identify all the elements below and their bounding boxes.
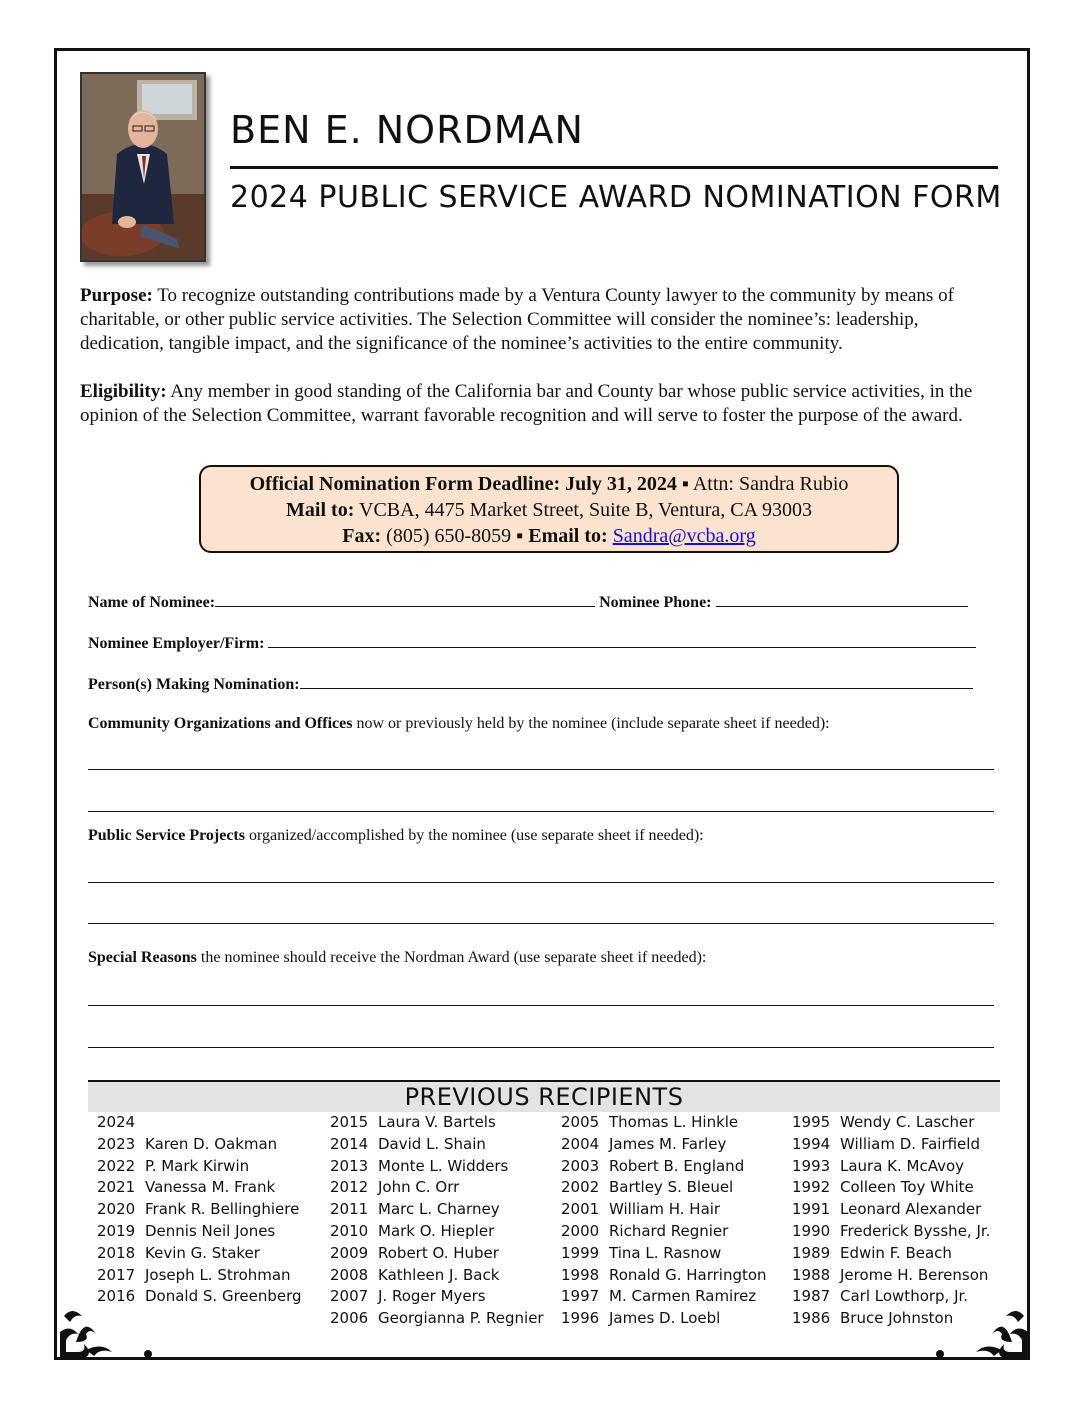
recipient-year: 2007 <box>330 1287 369 1306</box>
projects-line-2[interactable] <box>88 923 994 924</box>
projects-label: Public Service Projects <box>88 827 245 844</box>
mail-label: Mail to: <box>286 499 355 521</box>
bullet-separator-2: ▪ <box>516 525 529 547</box>
recipient-year: 1999 <box>561 1243 600 1262</box>
recipient-name: Bartley S. Bleuel <box>609 1178 734 1197</box>
projects-text: organized/accomplished by the nominee (use separate sheet if needed): <box>244 827 704 844</box>
recipient-name: Robert B. England <box>609 1156 745 1175</box>
community-prompt <box>88 715 830 733</box>
recipient-name: Jerome H. Berenson <box>840 1265 989 1284</box>
recipient-year: 1997 <box>561 1287 600 1306</box>
recipient-name: Frank R. Bellinghiere <box>145 1200 300 1219</box>
recipient-name: Kevin G. Staker <box>145 1243 260 1262</box>
recipient-year: 1994 <box>792 1134 831 1153</box>
recipient-year: 1993 <box>792 1156 831 1175</box>
recipient-row <box>330 1199 544 1221</box>
email-link[interactable]: Sandra@vcba.org <box>612 525 756 547</box>
recipient-name: Leonard Alexander <box>840 1200 982 1219</box>
reasons-line-2[interactable] <box>88 1047 994 1048</box>
recipients-column-2 <box>330 1112 544 1330</box>
purpose-label: Purpose: <box>80 285 153 306</box>
projects-prompt <box>88 827 704 845</box>
recipient-row <box>330 1286 544 1308</box>
recipient-name: Frederick Bysshe, Jr. <box>840 1221 991 1240</box>
recipient-name: M. Carmen Ramirez <box>609 1287 757 1306</box>
recipient-row <box>561 1221 767 1243</box>
recipients-column-3 <box>561 1112 767 1330</box>
attn-text: Attn: Sandra Rubio <box>692 473 849 495</box>
recipient-name: P. Mark Kirwin <box>145 1156 250 1175</box>
recipient-name: J. Roger Myers <box>378 1287 486 1306</box>
eligibility-paragraph <box>80 380 1004 428</box>
reasons-line-1[interactable] <box>88 1005 994 1006</box>
recipient-year: 2008 <box>330 1265 369 1284</box>
title-rule <box>230 166 998 169</box>
recipient-row <box>97 1177 302 1199</box>
recipient-row <box>792 1199 990 1221</box>
recipient-name: Wendy C. Lascher <box>840 1113 975 1131</box>
recipient-name: William D. Fairfield <box>840 1134 980 1153</box>
recipient-name: Robert O. Huber <box>378 1243 499 1262</box>
recipient-row <box>792 1134 990 1156</box>
recipient-year: 2013 <box>330 1156 369 1175</box>
recipient-year: 2015 <box>330 1113 369 1131</box>
mail-address: VCBA, 4475 Market Street, Suite B, Ventura, CA 93003 <box>354 499 812 521</box>
recipient-name: Laura K. McAvoy <box>840 1156 965 1175</box>
fax-number: (805) 650-8059 <box>381 525 517 547</box>
recipient-row <box>97 1243 302 1265</box>
deadline-box <box>199 465 899 553</box>
honoree-name: BEN E. NORDMAN <box>230 108 584 152</box>
community-line-1[interactable] <box>88 769 994 770</box>
recipient-year: 2002 <box>561 1178 600 1197</box>
recipient-row <box>330 1156 544 1178</box>
recipient-row <box>330 1134 544 1156</box>
recipient-year: 2004 <box>561 1134 600 1153</box>
recipient-year: 2001 <box>561 1200 600 1219</box>
recipient-name: Laura V. Bartels <box>378 1113 496 1131</box>
recipient-name: Mark O. Hiepler <box>378 1221 495 1240</box>
recipient-row <box>330 1177 544 1199</box>
recipient-row <box>97 1156 302 1178</box>
recipient-row <box>330 1221 544 1243</box>
recipient-row <box>792 1112 990 1134</box>
recipient-row <box>561 1286 767 1308</box>
fax-label: Fax: <box>342 525 382 547</box>
fax-email-line <box>201 523 897 549</box>
recipient-row <box>792 1177 990 1199</box>
deadline-line <box>201 471 897 497</box>
recipient-year: 2017 <box>97 1265 136 1284</box>
recipient-row <box>97 1221 302 1243</box>
recipient-year: 1988 <box>792 1265 831 1284</box>
eligibility-text: Any member in good standing of the California bar and County bar whose public service activities, in the opinion of the Selection Committee, warrant favorable recognition and will serve to foster the purpose of the award. <box>80 381 973 426</box>
recipient-year: 2003 <box>561 1156 600 1175</box>
deadline-label: Official Nomination Form Deadline: July 31, 2024 <box>249 473 677 495</box>
recipient-row <box>561 1199 767 1221</box>
bullet-separator: ▪ <box>676 473 693 495</box>
recipient-year: 2011 <box>330 1200 369 1219</box>
recipient-name: William H. Hair <box>609 1200 721 1219</box>
employer-label: Nominee Employer/Firm: <box>88 635 265 652</box>
recipient-row <box>792 1243 990 1265</box>
nominee-name-label: Name of Nominee: <box>88 594 216 611</box>
recipient-name: Colleen Toy White <box>840 1178 974 1197</box>
recipient-row <box>792 1156 990 1178</box>
recipient-name: Edwin F. Beach <box>840 1243 952 1262</box>
recipient-row <box>561 1308 767 1330</box>
recipient-year: 2000 <box>561 1221 600 1240</box>
recipient-name: Dennis Neil Jones <box>145 1221 276 1240</box>
recipient-row <box>97 1134 302 1156</box>
recipient-year: 2023 <box>97 1134 136 1153</box>
recipient-name: Bruce Johnston <box>840 1309 954 1328</box>
recipient-name: John C. Orr <box>378 1178 460 1197</box>
recipient-row <box>330 1265 544 1287</box>
recipient-row <box>330 1112 544 1134</box>
nominee-name-blank[interactable] <box>215 592 595 607</box>
recipient-row <box>561 1265 767 1287</box>
mail-line <box>201 497 897 523</box>
recipient-row <box>97 1199 302 1221</box>
recipient-year: 1998 <box>561 1265 600 1284</box>
recipient-year: 1987 <box>792 1287 831 1306</box>
recipient-year: 2010 <box>330 1221 369 1240</box>
purpose-paragraph <box>80 284 1004 356</box>
recipient-name: Karen D. Oakman <box>145 1134 278 1153</box>
recipient-name: James M. Farley <box>609 1134 727 1153</box>
recipient-row <box>561 1243 767 1265</box>
fleur-de-lis-ornament-right <box>932 1272 1032 1360</box>
recipient-year: 2012 <box>330 1178 369 1197</box>
portrait-photo <box>80 72 206 262</box>
eligibility-label: Eligibility: <box>80 381 167 402</box>
recipient-year: 1995 <box>792 1113 831 1131</box>
recipient-row <box>330 1243 544 1265</box>
nominee-name-field <box>88 592 968 612</box>
community-line-2[interactable] <box>88 811 994 812</box>
recipient-name: David L. Shain <box>378 1134 486 1153</box>
recipient-name: Richard Regnier <box>609 1221 729 1240</box>
recipient-name: Donald S. Greenberg <box>145 1287 302 1306</box>
reasons-label: Special Reasons <box>88 949 197 966</box>
recipient-year: 2021 <box>97 1178 136 1197</box>
recipient-row <box>330 1308 544 1330</box>
nominator-blank[interactable] <box>300 674 973 689</box>
recipient-row <box>561 1156 767 1178</box>
recipient-row <box>792 1221 990 1243</box>
community-text: now or previously held by the nominee (include separate sheet if needed): <box>352 715 830 732</box>
recipient-year: 1991 <box>792 1200 831 1219</box>
community-label: Community Organizations and Offices <box>88 715 353 732</box>
nominator-label: Person(s) Making Nomination: <box>88 676 300 693</box>
employer-blank[interactable] <box>268 633 976 648</box>
recipient-year: 1989 <box>792 1243 831 1262</box>
recipient-year: 2014 <box>330 1134 369 1153</box>
recipient-name: Joseph L. Strohman <box>145 1265 291 1284</box>
fleur-de-lis-ornament-left <box>56 1272 156 1360</box>
recipient-year: 2009 <box>330 1243 369 1262</box>
recipient-row <box>561 1112 767 1134</box>
recipient-row <box>561 1177 767 1199</box>
recipient-name: Tina L. Rasnow <box>609 1243 722 1262</box>
reasons-text: the nominee should receive the Nordman Award (use separate sheet if needed): <box>196 949 707 966</box>
purpose-text: To recognize outstanding contributions made by a Ventura County lawyer to the community by means of charitable, or other public service activities. The Selection Committee will consider the nominee’s: leadership, dedication, tangible impact, and the significance of the nominee’s activities to the entire community. <box>80 285 954 354</box>
recipient-year: 2022 <box>97 1156 136 1175</box>
recipient-year: 2005 <box>561 1113 600 1131</box>
recipient-name: Monte L. Widders <box>378 1156 509 1175</box>
recipient-name: Marc L. Charney <box>378 1200 500 1219</box>
recipient-row <box>561 1134 767 1156</box>
recipient-year: 1990 <box>792 1221 831 1240</box>
recipient-name: Kathleen J. Back <box>378 1265 500 1284</box>
recipient-row <box>97 1112 302 1134</box>
nominee-phone-label: Nominee Phone: <box>599 594 712 611</box>
recipient-year: 2016 <box>97 1287 136 1306</box>
email-label: Email to: <box>528 525 608 547</box>
form-title: 2024 PUBLIC SERVICE AWARD NOMINATION FORM <box>230 180 1002 215</box>
recipient-name: Ronald G. Harrington <box>609 1265 767 1284</box>
recipient-name: Carl Lowthorp, Jr. <box>840 1287 969 1306</box>
recipient-year: 2019 <box>97 1221 136 1240</box>
recipient-name: Georgianna P. Regnier <box>378 1309 544 1328</box>
recipient-year: 1992 <box>792 1178 831 1197</box>
recipient-name: Thomas L. Hinkle <box>609 1113 739 1131</box>
employer-field <box>88 633 976 653</box>
previous-recipients-heading: PREVIOUS RECIPIENTS <box>88 1080 1000 1112</box>
recipient-year: 2020 <box>97 1200 136 1219</box>
projects-line-1[interactable] <box>88 882 994 883</box>
recipient-year: 2006 <box>330 1309 369 1328</box>
recipient-year: 2018 <box>97 1243 136 1262</box>
recipient-name: Vanessa M. Frank <box>145 1178 276 1197</box>
nominator-field <box>88 674 973 694</box>
recipient-year: 2024 <box>97 1113 136 1131</box>
recipient-year: 1996 <box>561 1309 600 1328</box>
recipient-name: James D. Loebl <box>609 1309 721 1328</box>
nominee-phone-blank[interactable] <box>716 592 968 607</box>
reasons-prompt <box>88 949 706 967</box>
recipient-year: 1986 <box>792 1309 831 1328</box>
